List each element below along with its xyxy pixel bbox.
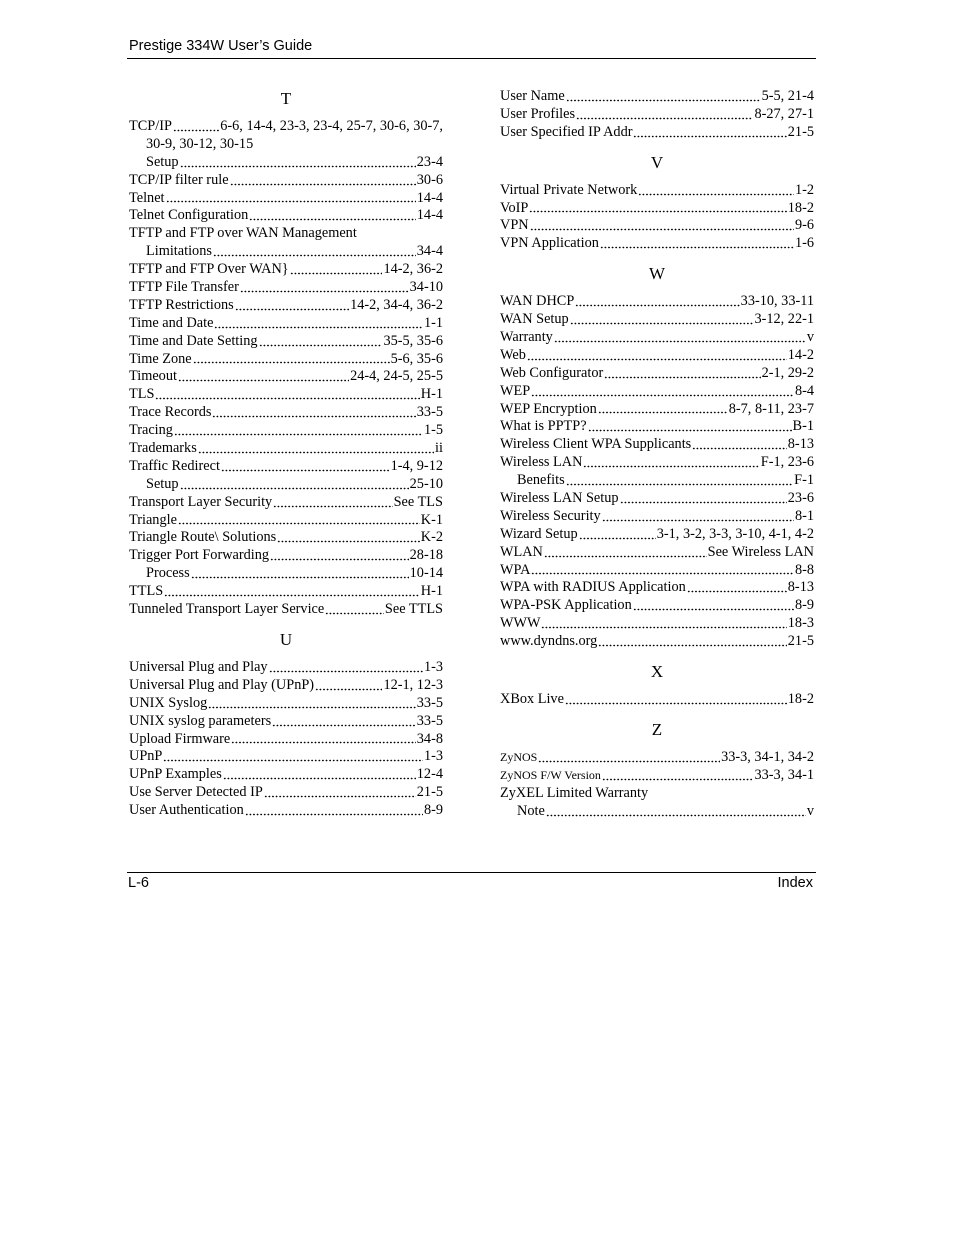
index-entry [500, 329, 814, 347]
index-term: WAN Setup [500, 311, 569, 328]
index-entry [500, 633, 814, 651]
index-pages: 3-12, 22-1 [754, 311, 814, 328]
dot-leader [604, 374, 760, 379]
index-term: UPnP Examples [129, 766, 222, 783]
index-entry [500, 436, 814, 454]
section-letter: T [280, 89, 292, 108]
index-entry [129, 404, 443, 422]
index-entry [500, 124, 814, 142]
index-term: TLS [129, 386, 155, 403]
dot-leader [249, 216, 415, 221]
index-entry [500, 544, 814, 562]
index-pages: See TLS [393, 493, 443, 510]
dot-leader [277, 538, 420, 543]
index-entry [129, 784, 443, 802]
index-entry [500, 691, 814, 709]
index-entry [129, 458, 443, 476]
dot-leader [221, 467, 390, 472]
index-entry [500, 562, 814, 580]
index-pages: 28-18 [409, 547, 443, 564]
index-entry [129, 297, 443, 315]
dot-leader [273, 503, 392, 508]
index-term: www.dyndns.org [500, 633, 598, 650]
index-term: User Authentication [129, 802, 244, 819]
index-pages: 1-1 [423, 314, 443, 331]
dot-leader [163, 757, 423, 762]
index-entry [129, 529, 443, 547]
dot-leader [223, 775, 416, 780]
index-pages: See TTLS [384, 601, 443, 618]
dot-leader [269, 668, 423, 673]
index-entry [500, 200, 814, 218]
index-term: Note [517, 802, 545, 819]
index-term: Telnet [129, 189, 165, 206]
index-pages: 6-6, 14-4, 23-3, 23-4, 25-7, 30-6, 30-7, [220, 118, 443, 134]
index-pages: 10-14 [409, 565, 443, 582]
index-term: Time and Date [129, 314, 214, 331]
index-term: ZyNOS F/W Version [500, 767, 601, 782]
index-entry [129, 368, 443, 386]
index-term: 30-9, 30-12, 30-15 [146, 135, 254, 152]
index-term: Wireless Client WPA Supplicants [500, 436, 692, 453]
dot-leader [546, 812, 806, 817]
index-column-right [500, 88, 814, 831]
index-entry [129, 565, 443, 583]
page-header-title: Prestige 334W User’s Guide [129, 38, 313, 54]
index-entry [500, 508, 814, 526]
index-term: Warranty [500, 329, 553, 346]
index-term: UNIX Syslog [129, 694, 208, 711]
dot-leader [538, 758, 720, 763]
index-section [500, 263, 814, 651]
index-entry [500, 803, 814, 821]
dot-leader [598, 642, 786, 647]
dot-leader [600, 244, 794, 249]
index-entry [129, 154, 443, 172]
dot-leader [270, 556, 409, 561]
dot-leader [633, 133, 786, 138]
index-pages: H-1 [420, 386, 443, 403]
index-pages: 33-5 [416, 404, 443, 421]
index-term: Triangle [129, 511, 177, 528]
index-term: Limitations [146, 243, 212, 260]
index-entry [500, 293, 814, 311]
index-term: WEP Encryption [500, 400, 597, 417]
index-pages: 14-2, 34-4, 36-2 [350, 296, 443, 313]
dot-leader [531, 392, 794, 397]
index-entry [500, 217, 814, 235]
index-pages: 18-2 [787, 691, 814, 708]
dot-leader [588, 427, 792, 432]
dot-leader [264, 793, 416, 798]
index-section [129, 629, 443, 820]
index-term: WAN DHCP [500, 293, 575, 310]
dot-leader [245, 811, 423, 816]
index-term: Universal Plug and Play (UPnP) [129, 676, 315, 693]
index-term: UPnP [129, 748, 163, 765]
index-term: TTLS [129, 583, 164, 600]
index-pages: 1-3 [423, 748, 443, 765]
dot-leader [541, 624, 786, 629]
index-entry [129, 494, 443, 512]
index-entry [500, 311, 814, 329]
index-term: User Profiles [500, 105, 576, 122]
index-entry [500, 418, 814, 436]
index-pages: 14-4 [416, 207, 443, 224]
index-entry [129, 713, 443, 731]
index-pages: B-1 [792, 418, 814, 435]
dot-leader [527, 356, 787, 361]
index-pages: 8-13 [787, 436, 814, 453]
index-pages: 1-3 [423, 658, 443, 675]
section-letter: Z [651, 719, 663, 739]
index-term: Transport Layer Security [129, 493, 273, 510]
index-entry [500, 597, 814, 615]
index-term: WLAN [500, 543, 543, 560]
index-term: ZyNOS [500, 749, 538, 764]
index-term: UNIX syslog parameters [129, 712, 272, 729]
dot-leader [598, 409, 728, 414]
index-pages: 33-5 [416, 712, 443, 729]
index-pages: 3-1, 3-2, 3-3, 3-10, 4-1, 4-2 [656, 525, 814, 542]
index-pages: 23-6 [787, 490, 814, 507]
index-term: Upload Firmware [129, 730, 231, 747]
index-pages: See Wireless LAN [707, 543, 814, 560]
index-term: WPA with RADIUS Application [500, 579, 686, 596]
index-entry [129, 422, 443, 440]
index-term: WWW [500, 615, 541, 632]
index-section [500, 719, 814, 821]
index-pages: 2-1, 29-2 [761, 364, 814, 381]
index-pages: 33-10, 33-11 [740, 293, 814, 310]
index-term: TFTP and FTP Over WAN} [129, 261, 289, 278]
index-entry [500, 88, 814, 106]
index-term: VPN [500, 217, 529, 234]
index-entry [129, 243, 443, 261]
dot-leader [173, 127, 219, 132]
index-term: Timeout [129, 368, 177, 385]
dot-leader [231, 739, 416, 744]
index-term: TFTP File Transfer [129, 279, 239, 296]
dot-leader [530, 226, 794, 231]
index-entry [500, 383, 814, 401]
index-section [500, 152, 814, 254]
index-entry [129, 601, 443, 619]
index-entry [129, 766, 443, 784]
index-pages: 34-4 [416, 243, 443, 260]
index-term: ZyXEL Limited Warranty [500, 784, 649, 801]
dot-leader [230, 181, 416, 186]
dot-leader [583, 463, 759, 468]
index-term: Web Configurator [500, 364, 604, 381]
index-pages: 35-5, 35-6 [383, 332, 443, 349]
index-term: What is PPTP? [500, 418, 587, 435]
index-pages: K-1 [420, 511, 443, 528]
index-term: Benefits [517, 472, 565, 489]
index-entry [500, 365, 814, 383]
index-term: Tunneled Transport Layer Service [129, 601, 325, 618]
index-term: User Name [500, 88, 565, 104]
dot-leader [692, 445, 787, 450]
index-pages: 9-6 [794, 217, 814, 234]
index-pages: 5-5, 21-4 [761, 88, 814, 104]
index-entry [500, 526, 814, 544]
dot-leader [240, 288, 409, 293]
index-section [129, 88, 443, 619]
index-pages: F-1, 23-6 [760, 454, 814, 471]
index-pages: 1-5 [423, 422, 443, 439]
index-entry [129, 677, 443, 695]
index-term: Wireless Security [500, 507, 601, 524]
index-pages: 8-8 [794, 561, 814, 578]
dot-leader [544, 553, 707, 558]
index-pages: 1-2 [794, 181, 814, 198]
index-pages: v [806, 329, 814, 346]
index-entry [500, 235, 814, 253]
dot-leader [579, 535, 656, 540]
index-pages: 12-1, 12-3 [383, 676, 443, 693]
dot-leader [602, 517, 794, 522]
index-pages: F-1 [794, 472, 814, 489]
index-entry [129, 440, 443, 458]
index-term: User Specified IP Addr [500, 123, 633, 140]
dot-leader [529, 208, 786, 213]
index-term: Trace Records [129, 404, 212, 421]
dot-leader [213, 252, 416, 257]
dot-leader [575, 302, 739, 307]
index-pages: 14-2, 36-2 [383, 261, 443, 278]
index-pages: 8-9 [794, 597, 814, 614]
index-entry [129, 225, 443, 243]
index-pages: 8-7, 8-11, 23-7 [728, 400, 814, 417]
index-entry [129, 476, 443, 494]
index-term: Wizard Setup [500, 525, 578, 542]
dot-leader [212, 413, 415, 418]
index-pages: 33-5 [416, 694, 443, 711]
index-entry [129, 748, 443, 766]
index-term: XBox Live [500, 691, 564, 708]
dot-leader [193, 359, 390, 364]
index-pages: H-1 [420, 583, 443, 600]
dot-leader [155, 395, 419, 400]
dot-leader [620, 499, 787, 504]
dot-leader [565, 700, 787, 705]
index-entry [500, 106, 814, 124]
dot-leader [208, 704, 416, 709]
index-pages: 24-4, 24-5, 25-5 [350, 368, 443, 385]
index-entry [500, 785, 814, 803]
dot-leader [259, 342, 383, 347]
index-pages: 8-4 [794, 382, 814, 399]
index-pages: 8-1 [794, 507, 814, 524]
index-term: Traffic Redirect [129, 457, 220, 474]
index-pages: 21-5 [787, 633, 814, 650]
dot-leader [554, 338, 806, 343]
dot-leader [214, 324, 422, 329]
section-letter: V [650, 152, 664, 172]
index-entry [500, 749, 814, 767]
index-term: Web [500, 346, 526, 363]
header-rule [127, 58, 816, 59]
dot-leader [178, 377, 349, 382]
index-entry [129, 172, 443, 190]
index-pages: 8-13 [787, 579, 814, 596]
index-pages: 25-10 [409, 475, 443, 492]
index-term: Time Zone [129, 350, 192, 367]
index-pages: 14-2 [787, 346, 814, 363]
index-term: TCP/IP filter rule [129, 171, 229, 188]
index-term: Telnet Configuration [129, 207, 249, 224]
index-entry [500, 401, 814, 419]
index-term: Time and Date Setting [129, 332, 258, 349]
section-letter: X [650, 662, 664, 682]
index-entry [129, 512, 443, 530]
index-entry [129, 583, 443, 601]
index-pages: ii [435, 440, 443, 457]
dot-leader [602, 776, 754, 781]
index-pages: 23-4 [416, 153, 443, 170]
dot-leader [570, 320, 754, 325]
index-term: TCP/IP [129, 118, 172, 134]
index-entry [500, 182, 814, 200]
dot-leader [164, 592, 420, 597]
index-term: Process [146, 565, 190, 582]
index-entry [129, 659, 443, 677]
index-pages: v [806, 802, 814, 819]
index-entry [129, 207, 443, 225]
dot-leader [315, 686, 382, 691]
dot-leader [576, 115, 753, 120]
dot-leader [180, 163, 416, 168]
index-term: TFTP Restrictions [129, 296, 234, 313]
index-entry [129, 261, 443, 279]
index-term: Trademarks [129, 440, 197, 457]
index-section [500, 661, 814, 709]
index-pages: 21-5 [787, 123, 814, 140]
index-entry [129, 279, 443, 297]
index-pages: 1-6 [794, 235, 814, 252]
dot-leader [325, 610, 384, 615]
index-entry [500, 579, 814, 597]
dot-leader [178, 520, 420, 525]
index-term: VPN Application [500, 235, 599, 252]
footer-section-name: Index [777, 875, 813, 891]
index-section [500, 88, 814, 142]
index-entry [129, 333, 443, 351]
index-pages: 14-4 [416, 189, 443, 206]
index-entry [129, 315, 443, 333]
index-pages: 8-9 [423, 802, 443, 819]
dot-leader [235, 306, 349, 311]
index-entry [129, 731, 443, 749]
dot-leader [174, 431, 423, 436]
index-pages: 34-10 [409, 279, 443, 296]
index-pages: 18-3 [787, 615, 814, 632]
dot-leader [633, 606, 794, 611]
index-entry [500, 767, 814, 785]
index-pages: K-2 [420, 529, 443, 546]
index-entry [129, 118, 443, 136]
dot-leader [531, 570, 793, 575]
index-term: Setup [146, 153, 179, 170]
index-term: Wireless LAN [500, 454, 583, 471]
index-pages: 33-3, 34-1 [754, 766, 814, 783]
index-column-left [129, 88, 443, 830]
index-term: Universal Plug and Play [129, 658, 268, 675]
footer-rule [127, 872, 816, 873]
dot-leader [687, 588, 787, 593]
index-pages: 21-5 [416, 784, 443, 801]
index-pages: 18-2 [787, 199, 814, 216]
index-term: WPA-PSK Application [500, 597, 632, 614]
index-term: WEP [500, 382, 531, 399]
index-entry [500, 347, 814, 365]
dot-leader [198, 449, 434, 454]
index-entry [500, 472, 814, 490]
dot-leader [566, 481, 793, 486]
index-entry [129, 351, 443, 369]
index-entry [500, 490, 814, 508]
index-pages: 34-8 [416, 730, 443, 747]
index-entry [500, 615, 814, 633]
index-pages: 8-27, 27-1 [754, 105, 814, 122]
dot-leader [566, 97, 761, 102]
index-term: Wireless LAN Setup [500, 490, 619, 507]
index-entry [129, 136, 443, 154]
dot-leader [180, 485, 409, 490]
index-term: TFTP and FTP over WAN Management [129, 225, 357, 242]
index-term: Triangle Route\ Solutions [129, 529, 277, 546]
dot-leader [290, 270, 383, 275]
index-term: VoIP [500, 199, 529, 216]
index-pages: 30-6 [416, 171, 443, 188]
index-pages: 1-4, 9-12 [390, 457, 443, 474]
footer-page-number: L-6 [128, 875, 149, 891]
dot-leader [638, 191, 794, 196]
index-pages: 33-3, 34-1, 34-2 [721, 748, 814, 765]
index-term: WPA [500, 561, 531, 578]
index-entry [129, 547, 443, 565]
section-letter: U [279, 629, 293, 649]
dot-leader [191, 574, 409, 579]
index-pages: 5-6, 35-6 [390, 350, 443, 367]
section-letter: W [648, 264, 666, 284]
index-entry [129, 190, 443, 208]
index-term: Tracing [129, 422, 173, 439]
index-entry [129, 695, 443, 713]
index-term: Setup [146, 475, 179, 492]
index-entry [500, 454, 814, 472]
index-entry [129, 386, 443, 404]
index-term: Trigger Port Forwarding [129, 547, 270, 564]
index-pages: 12-4 [416, 766, 443, 783]
index-term: Use Server Detected IP [129, 784, 263, 801]
dot-leader [166, 198, 416, 203]
dot-leader [272, 722, 416, 727]
index-entry [129, 802, 443, 820]
index-term: Virtual Private Network [500, 181, 638, 198]
